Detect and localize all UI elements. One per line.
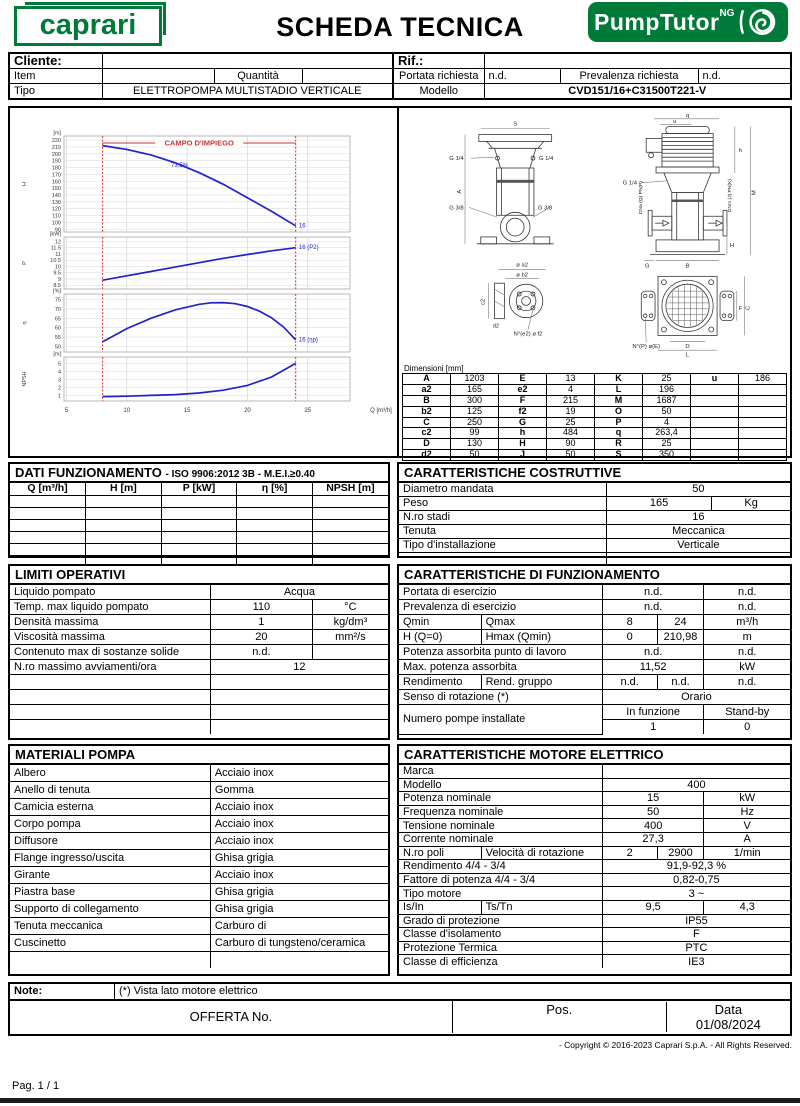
materiale-value: [210, 952, 388, 969]
dim-label-b: B: [685, 263, 690, 270]
dimension-row: b2 125 f2 19 O 50: [403, 406, 787, 417]
empty-row: [10, 705, 388, 720]
info-box: [8, 52, 792, 100]
tenuta-label: Tenuta: [399, 525, 606, 539]
dim-label-g14-motor: G 1/4: [622, 180, 637, 187]
diagram-box: [8, 106, 792, 458]
standby-label: Stand-by: [704, 705, 790, 720]
dim-label-ne2: N°(e2) ø f2: [513, 331, 543, 338]
svg-text:CAMPO D'IMPIEGO: CAMPO D'IMPIEGO: [164, 138, 234, 148]
col-h: H [m]: [86, 483, 162, 495]
svg-text:η: η: [22, 321, 28, 325]
svg-text:11: 11: [55, 251, 61, 258]
page-bottom-bar: [0, 1098, 800, 1103]
dimension-row: D 130 H 90 R 25: [403, 439, 787, 450]
dati-funzionamento-table: [10, 483, 388, 567]
viscosita-unit: mm²/s: [312, 630, 388, 645]
materiale-value: Ghisa grigia: [210, 884, 388, 901]
hq0-value: 0: [602, 630, 657, 645]
peso-label: Peso: [399, 497, 606, 511]
materiale-row: [10, 850, 388, 867]
dim-label-a: A: [457, 189, 464, 194]
potenza-lavoro-label: Potenza assorbita punto di lavoro: [399, 645, 602, 660]
svg-text:16 (ηp): 16 (ηp): [298, 337, 318, 344]
pump-charts: [10, 108, 399, 456]
empty-row: [10, 543, 388, 555]
corrente-label: Corrente nominale: [399, 832, 602, 846]
materiale-value: Ghisa grigia: [210, 850, 388, 867]
hmax-label: Hmax (Qmin): [481, 630, 602, 645]
data-label: Data: [714, 1002, 743, 1018]
funzionamento-box: [397, 564, 792, 740]
tensione-value: 400: [602, 819, 704, 833]
limiti-title: LIMITI OPERATIVI: [10, 566, 388, 585]
svg-text:P: P: [22, 261, 28, 265]
footer-box: [8, 982, 792, 1036]
svg-text:3: 3: [57, 377, 61, 384]
peso-unit: Kg: [712, 497, 790, 511]
dimension-row: d2 50 J 50 S 350: [403, 450, 787, 461]
svg-text:220: 220: [51, 138, 61, 145]
materiale-value: Carburo di: [210, 918, 388, 935]
peso-value: 165: [606, 497, 712, 511]
empty-row: [10, 690, 388, 705]
svg-text:55: 55: [54, 335, 61, 342]
marca-value: [602, 765, 790, 778]
rendimento-motore-value: 91,9-92,3 %: [602, 860, 790, 874]
svg-text:[m]: [m]: [53, 351, 61, 358]
dim-label-d: D: [685, 344, 690, 351]
prevalenza-esercizio-unit: n.d.: [704, 600, 790, 615]
dimensions-caption: Dimensioni [mm]: [404, 364, 464, 373]
svg-text:210: 210: [51, 144, 61, 151]
costruttive-table: [399, 483, 790, 566]
isin-value: 9,5: [602, 900, 704, 914]
frequenza-label: Frequenza nominale: [399, 805, 602, 819]
portata-richiesta-value: n.d.: [484, 69, 560, 84]
materiale-value: Acciaio inox: [210, 799, 388, 816]
svg-text:10: 10: [123, 408, 131, 414]
col-eta: η [%]: [237, 483, 313, 495]
qmin-label: Qmin: [399, 615, 481, 630]
svg-text:[m]: [m]: [53, 130, 61, 137]
numero-pompe-label: Numero pompe installate: [399, 705, 602, 735]
pumptutor-logo-text: PumpTutor: [594, 8, 720, 35]
corrente-value: 27,3: [602, 832, 704, 846]
in-funzione-label: In funzione: [602, 705, 704, 720]
tstn-label: Ts/Tn: [481, 900, 602, 914]
svg-text:20: 20: [244, 408, 251, 414]
dim-label-h: h: [738, 148, 743, 155]
materiale-label: Girante: [10, 867, 210, 884]
info-table-left: [10, 54, 392, 98]
temp-unit: °C: [312, 600, 388, 615]
potenza-nominale-unit: kW: [704, 792, 790, 806]
materiale-label: Diffusore: [10, 833, 210, 850]
rif-label: Rif.:: [394, 54, 484, 69]
prevalenza-esercizio-label: Prevalenza di esercizio: [399, 600, 602, 615]
svg-text:180: 180: [51, 165, 61, 172]
svg-text:NPSH: NPSH: [22, 371, 28, 387]
materiali-box: [8, 744, 390, 976]
dimensions-table: [402, 373, 787, 461]
viscosita-label: Viscosità massima: [10, 630, 210, 645]
svg-text:50: 50: [54, 344, 61, 351]
footer-table: [10, 984, 790, 1033]
materiale-row: [10, 816, 388, 833]
svg-text:60: 60: [54, 325, 61, 332]
dati-funzionamento-title: DATI FUNZIONAMENTO - ISO 9906:2012 3B - M.E.I.≥0.40: [10, 464, 388, 483]
portata-esercizio-value: n.d.: [602, 585, 704, 600]
materiale-value: Acciaio inox: [210, 833, 388, 850]
frequenza-unit: Hz: [704, 805, 790, 819]
dim-label-c: C: [745, 305, 752, 310]
dim-label-g14-left: G 1/4: [449, 156, 464, 163]
data-value: 01/08/2024: [695, 1016, 761, 1032]
potenza-nominale-label: Potenza nominale: [399, 792, 602, 806]
materiale-label: Cuscinetto: [10, 935, 210, 952]
svg-text:16: 16: [298, 223, 306, 230]
drawing-pane: [399, 108, 790, 460]
liquido-value: Acqua: [210, 585, 388, 600]
funzionamento-title: CARATTERISTICHE DI FUNZIONAMENTO: [399, 566, 790, 585]
svg-text:2: 2: [57, 385, 61, 392]
svg-text:140: 140: [51, 192, 61, 199]
tenuta-value: Meccanica: [606, 525, 790, 539]
materiale-row: [10, 918, 388, 935]
materiali-title: MATERIALI POMPA: [10, 746, 388, 765]
q-unit: m³/h: [704, 615, 790, 630]
densita-value: 1: [210, 615, 312, 630]
dim-label-m: M: [751, 190, 758, 196]
liquido-label: Liquido pompato: [10, 585, 210, 600]
empty-row: [10, 675, 388, 690]
materiale-label: Tenuta meccanica: [10, 918, 210, 935]
diametro-value: 50: [606, 483, 790, 497]
solide-value: n.d.: [210, 645, 312, 660]
materiale-row: [10, 833, 388, 850]
diametro-label: Diametro mandata: [399, 483, 606, 497]
standby-value: 0: [704, 720, 790, 735]
svg-text:160: 160: [51, 179, 61, 186]
dimension-row: B 300 F 215 M 1687: [403, 395, 787, 406]
materiale-label: Camicia esterna: [10, 799, 210, 816]
densita-unit: kg/dm³: [312, 615, 388, 630]
dim-label-s: S: [513, 121, 518, 128]
svg-text:73,5%: 73,5%: [170, 162, 189, 169]
empty-row: [10, 720, 388, 735]
dimension-row: a2 165 e2 4 L 196: [403, 384, 787, 395]
materiale-value: Ghisa grigia: [210, 901, 388, 918]
velocita-label: Velocità di rotazione: [481, 846, 602, 860]
fattore-potenza-label: Fattore di potenza 4/4 - 3/4: [399, 873, 602, 887]
potenza-max-label: Max. potenza assorbita: [399, 660, 602, 675]
rif-value[interactable]: [484, 54, 790, 69]
dim-label-dia-b2: ø b2: [516, 272, 529, 279]
tipo-label: Tipo: [10, 84, 102, 99]
senso-rotazione-value: Orario: [602, 690, 790, 705]
copyright-text: - Copyright © 2016-2023 Caprari S.p.A. - All Rights Reserved.: [558, 1040, 792, 1050]
isin-label: Is/In: [399, 900, 481, 914]
materiale-label: Flange ingresso/uscita: [10, 850, 210, 867]
fattore-potenza-value: 0,82-0,75: [602, 873, 790, 887]
senso-rotazione-label: Senso di rotazione (*): [399, 690, 602, 705]
in-funzione-value: 1: [602, 720, 704, 735]
frequenza-value: 50: [602, 805, 704, 819]
stadi-value: 16: [606, 511, 790, 525]
materiale-label: Supporto di collegamento: [10, 901, 210, 918]
page-title: SCHEDA TECNICA: [276, 12, 524, 42]
isolamento-value: F: [602, 928, 790, 942]
tstn-value: 4,3: [704, 900, 790, 914]
hmax-value: 210,98: [657, 630, 704, 645]
modello-label: Modello: [394, 84, 484, 99]
svg-text:90: 90: [54, 227, 61, 234]
materiale-value: Gomma: [210, 782, 388, 799]
marca-label: Marca: [399, 765, 602, 778]
corrente-unit: A: [704, 832, 790, 846]
dim-label-g38-left: G 3/8: [449, 205, 464, 212]
svg-text:4: 4: [57, 369, 61, 376]
svg-text:12: 12: [54, 239, 61, 246]
svg-text:190: 190: [51, 158, 61, 165]
col-q: Q [m³/h]: [10, 483, 86, 495]
item-value[interactable]: [102, 69, 214, 84]
avviamenti-label: N.ro massimo avviamenti/ora: [10, 660, 210, 675]
rendimento-label: Rendimento: [399, 675, 481, 690]
motore-modello-label: Modello: [399, 778, 602, 792]
motore-modello-value: 400: [602, 778, 790, 792]
svg-text:130: 130: [51, 199, 61, 206]
installazione-value: Verticale: [606, 539, 790, 553]
tipo-value: ELETTROPOMPA MULTISTADIO VERTICALE: [102, 84, 392, 99]
svg-text:70: 70: [54, 306, 61, 313]
materiale-row: [10, 799, 388, 816]
dimension-row: c2 99 h 484 q 263,4: [403, 428, 787, 439]
funzionamento-table: [399, 585, 790, 735]
dim-label-g: G: [644, 263, 650, 270]
solide-label: Contenuto max di sostanze solide: [10, 645, 210, 660]
empty-row: [10, 495, 388, 507]
page-number: Pag. 1 / 1: [12, 1080, 60, 1092]
info-table-right: [394, 54, 790, 98]
pumptutor-ng-badge: NG: [719, 7, 735, 19]
potenza-lavoro-value: n.d.: [602, 645, 704, 660]
hq0-label: H (Q=0): [399, 630, 481, 645]
materiale-label: Albero: [10, 765, 210, 782]
materiali-table: [10, 765, 388, 968]
empty-row: [10, 531, 388, 543]
avviamenti-value: 12: [210, 660, 388, 675]
svg-text:15: 15: [183, 408, 191, 414]
svg-text:200: 200: [51, 151, 61, 158]
rendimento-value: n.d.: [602, 675, 657, 690]
temp-label: Temp. max liquido pompato: [10, 600, 210, 615]
materiale-value: Acciaio inox: [210, 867, 388, 884]
empty-row: [10, 519, 388, 531]
offerta-label: OFFERTA No.: [10, 1000, 452, 1033]
col-p: P [kW]: [161, 483, 237, 495]
qmax-value: 24: [657, 615, 704, 630]
svg-text:11.5: 11.5: [50, 245, 61, 252]
materiale-row: [10, 901, 388, 918]
svg-text:5: 5: [57, 361, 61, 368]
materiale-row: [10, 867, 388, 884]
materiale-value: Acciaio inox: [210, 816, 388, 833]
cliente-value[interactable]: [102, 54, 392, 69]
svg-text:[%]: [%]: [53, 288, 61, 295]
rend-unit: n.d.: [704, 675, 790, 690]
svg-text:8.5: 8.5: [53, 283, 61, 290]
costruttive-box: [397, 462, 792, 558]
pumptutor-logo: [588, 2, 788, 42]
dim-label-dia-a2: ø a2: [516, 262, 529, 269]
dim-label-h-base: H: [729, 242, 735, 249]
qmin-value: 8: [602, 615, 657, 630]
poli-value: 2: [602, 846, 657, 860]
dim-label-dna: DNa (Q) PN(P): [639, 181, 645, 215]
dim-label-g38-right: G 3/8: [537, 205, 553, 212]
densita-label: Densità massima: [10, 615, 210, 630]
materiale-row: [10, 952, 388, 969]
empty-row: [10, 507, 388, 519]
dim-label-d2: d2: [492, 323, 500, 330]
materiale-label: Piastra base: [10, 884, 210, 901]
materiale-row: [10, 765, 388, 782]
pos-label: Pos.: [453, 1002, 667, 1032]
materiale-label: Corpo pompa: [10, 816, 210, 833]
dim-label-f: F: [738, 305, 743, 312]
dim-label-q: q: [685, 112, 690, 119]
rend-gruppo-value: n.d.: [657, 675, 704, 690]
materiale-row: [10, 884, 388, 901]
materiale-row: [10, 935, 388, 952]
prevalenza-esercizio-value: n.d.: [602, 600, 704, 615]
svg-text:75: 75: [54, 297, 61, 304]
velocita-unit: 1/min: [704, 846, 790, 860]
cliente-label: Cliente:: [10, 54, 102, 69]
costruttive-title: CARATTERISTICHE COSTRUTTIVE: [399, 464, 790, 483]
tipo-motore-value: 3 ~: [602, 887, 790, 901]
potenza-max-value: 11,52: [602, 660, 704, 675]
motore-table: [399, 765, 790, 968]
quantita-value[interactable]: [302, 69, 392, 84]
portata-esercizio-unit: n.d.: [704, 585, 790, 600]
prevalenza-richiesta-value: n.d.: [698, 69, 790, 84]
motore-title: CARATTERISTICHE MOTORE ELETTRICO: [399, 746, 790, 765]
tensione-unit: V: [704, 819, 790, 833]
protezione-termica-label: Protezione Termica: [399, 941, 602, 955]
dimension-row: A 1203 E 13 K 25 u 186: [403, 374, 787, 385]
portata-esercizio-label: Portata di esercizio: [399, 585, 602, 600]
isolamento-label: Classe d'isolamento: [399, 928, 602, 942]
svg-text:16 (P2): 16 (P2): [298, 245, 319, 252]
materiale-row: [10, 782, 388, 799]
modello-value: CVD151/16+C31500T221-V: [484, 84, 790, 99]
svg-text:H: H: [22, 182, 28, 186]
svg-text:110: 110: [52, 213, 61, 220]
materiale-value: Carburo di tungsteno/ceramica: [210, 935, 388, 952]
qmax-label: Qmax: [481, 615, 602, 630]
dim-label-u: u: [673, 119, 677, 126]
temp-value: 110: [210, 600, 312, 615]
dati-funzionamento-box: [8, 462, 390, 558]
svg-text:25: 25: [304, 408, 312, 414]
tensione-label: Tensione nominale: [399, 819, 602, 833]
rendimento-motore-label: Rendimento 4/4 - 3/4: [399, 860, 602, 874]
portata-richiesta-label: Portata richiesta: [394, 69, 484, 84]
classe-efficienza-value: IE3: [602, 955, 790, 968]
installazione-label: Tipo d'installazione: [399, 539, 606, 553]
dim-label-np: N°(P) ø(E): [632, 344, 660, 351]
dim-label-c2: c2: [480, 298, 487, 306]
svg-text:65: 65: [54, 316, 61, 323]
viscosita-value: 20: [210, 630, 312, 645]
dim-label-dnm: DNm (J) PN(K): [727, 179, 733, 213]
col-npsh: NPSH [m]: [312, 483, 388, 495]
grado-protezione-label: Grado di protezione: [399, 914, 602, 928]
protezione-termica-value: PTC: [602, 941, 790, 955]
svg-text:Q [m³/h]: Q [m³/h]: [370, 408, 392, 414]
svg-text:9.5: 9.5: [53, 270, 61, 277]
potenza-max-unit: kW: [704, 660, 790, 675]
item-label: Item: [10, 69, 102, 84]
pump-swirl-icon: [738, 4, 782, 40]
prevalenza-richiesta-label: Prevalenza richiesta: [560, 69, 698, 84]
potenza-lavoro-unit: n.d.: [704, 645, 790, 660]
dim-label-l: L: [685, 352, 690, 358]
potenza-nominale-value: 15: [602, 792, 704, 806]
svg-text:1: 1: [57, 393, 61, 400]
grado-protezione-value: IP55: [602, 914, 790, 928]
dim-label-g14-right: G 1/4: [538, 156, 554, 163]
svg-text:100: 100: [51, 220, 61, 227]
svg-text:150: 150: [51, 186, 61, 193]
svg-text:120: 120: [51, 206, 61, 213]
velocita-value: 2900: [657, 846, 704, 860]
quantita-label: Quantità: [214, 69, 302, 84]
note-text: (*) Vista lato motore elettrico: [115, 984, 791, 1000]
dimension-row: C 250 G 25 P 4: [403, 417, 787, 428]
limiti-box: [8, 564, 390, 740]
tipo-motore-label: Tipo motore: [399, 887, 602, 901]
svg-text:5: 5: [64, 408, 69, 414]
stadi-label: N.ro stadi: [399, 511, 606, 525]
svg-text:10: 10: [54, 264, 61, 271]
svg-text:170: 170: [51, 172, 61, 179]
materiale-label: Anello di tenuta: [10, 782, 210, 799]
limiti-table: [10, 585, 388, 734]
classe-efficienza-label: Classe di efficienza: [399, 955, 602, 968]
caprari-logo-text: caprari: [39, 9, 137, 41]
motore-box: [397, 744, 792, 976]
svg-text:[kW]: [kW]: [50, 231, 61, 238]
rend-gruppo-label: Rend. gruppo: [481, 675, 602, 690]
materiale-label: [10, 952, 210, 969]
svg-text:9: 9: [57, 276, 61, 283]
h-unit: m: [704, 630, 790, 645]
materiale-value: Acciaio inox: [210, 765, 388, 782]
poli-label: N.ro poli: [399, 846, 481, 860]
note-label: Note:: [10, 984, 115, 1000]
pump-drawing: [402, 108, 787, 358]
svg-text:10.5: 10.5: [50, 258, 61, 265]
